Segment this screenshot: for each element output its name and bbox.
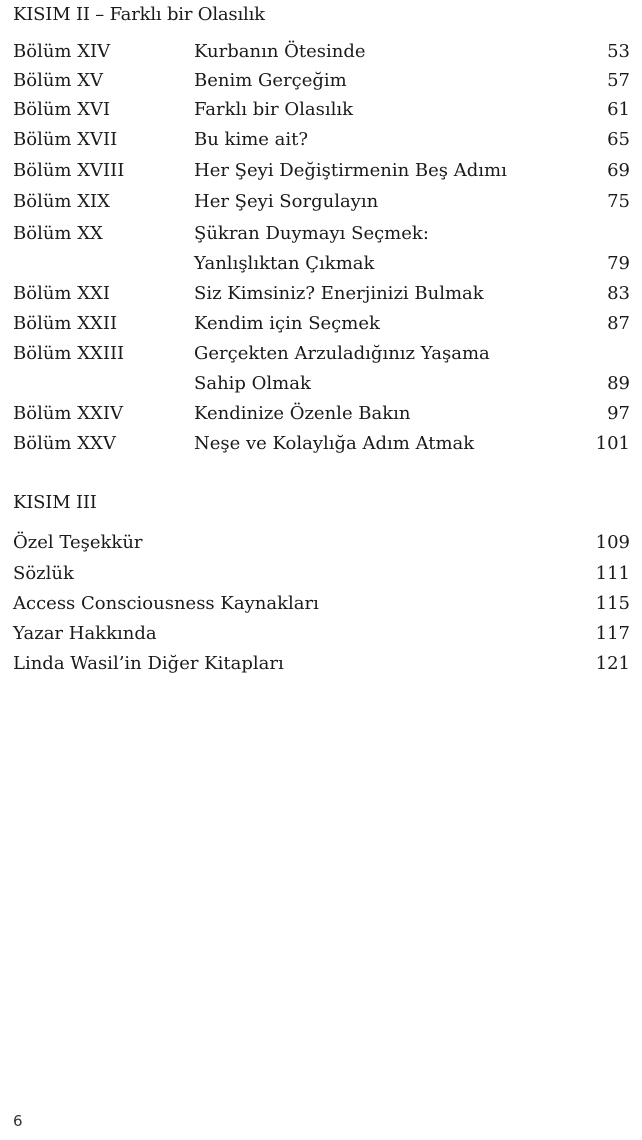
part3-title: KISIM III <box>13 492 97 513</box>
chapter-title: Her Şeyi Sorgulayın <box>194 191 379 212</box>
toc-row <box>13 560 630 588</box>
toc-row <box>13 96 630 124</box>
chapter-page: 75 <box>607 191 630 212</box>
chapter-title: Neşe ve Kolaylığa Adım Atmak <box>194 433 475 454</box>
toc-row <box>13 126 630 154</box>
toc-row <box>13 529 630 557</box>
chapter-title: Kurbanın Ötesinde <box>194 41 366 62</box>
chapter-label: Bölüm XVII <box>13 129 118 150</box>
chapter-title-continuation: Yanlışlıktan Çıkmak <box>194 253 375 274</box>
chapter-label: Bölüm XIX <box>13 191 110 212</box>
chapter-page: 61 <box>607 99 630 120</box>
toc-row <box>13 38 630 66</box>
toc-row <box>13 620 630 648</box>
chapter-label: Bölüm XX <box>13 223 103 244</box>
chapter-title-continuation: Sahip Olmak <box>194 373 311 394</box>
part2-title: KISIM II – Farklı bir Olasılık <box>13 4 265 25</box>
entry-title: Yazar Hakkında <box>13 623 157 644</box>
toc-row <box>13 280 630 308</box>
toc-row-continuation <box>13 370 630 398</box>
toc-row <box>13 188 630 216</box>
toc-row <box>13 340 630 368</box>
chapter-title: Gerçekten Arzuladığınız Yaşama <box>194 343 490 364</box>
toc-row <box>13 310 630 338</box>
toc-row <box>13 157 630 185</box>
chapter-page: 83 <box>607 283 630 304</box>
entry-page: 117 <box>595 623 630 644</box>
chapter-page: 79 <box>607 253 630 274</box>
toc-row-continuation <box>13 250 630 278</box>
chapter-label: Bölüm XXIII <box>13 343 125 364</box>
entry-title: Access Consciousness Kaynakları <box>13 593 319 614</box>
toc-row <box>13 590 630 618</box>
chapter-page: 97 <box>607 403 630 424</box>
chapter-label: Bölüm XXV <box>13 433 116 454</box>
entry-page: 109 <box>595 532 630 553</box>
entry-title: Linda Wasil’in Diğer Kitapları <box>13 653 284 674</box>
chapter-title: Bu kime ait? <box>194 129 309 150</box>
chapter-page: 89 <box>607 373 630 394</box>
entry-page: 115 <box>595 593 630 614</box>
chapter-page: 101 <box>595 433 630 454</box>
entry-page: 111 <box>595 563 630 584</box>
chapter-title: Her Şeyi Değiştirmenin Beş Adımı <box>194 160 507 181</box>
chapter-page: 53 <box>607 41 630 62</box>
chapter-label: Bölüm XXI <box>13 283 110 304</box>
chapter-page: 69 <box>607 160 630 181</box>
toc-row <box>13 220 630 248</box>
chapter-label: Bölüm XXII <box>13 313 118 334</box>
page-number: 6 <box>13 1112 23 1130</box>
chapter-page: 87 <box>607 313 630 334</box>
chapter-title: Farklı bir Olasılık <box>194 99 354 120</box>
toc-row <box>13 430 630 458</box>
chapter-label: Bölüm XVIII <box>13 160 125 181</box>
chapter-title: Benim Gerçeğim <box>194 70 347 91</box>
chapter-title: Siz Kimsiniz? Enerjinizi Bulmak <box>194 283 484 304</box>
chapter-page: 65 <box>607 129 630 150</box>
chapter-title: Kendim için Seçmek <box>194 313 380 334</box>
chapter-label: Bölüm XVI <box>13 99 111 120</box>
chapter-title: Şükran Duymayı Seçmek: <box>194 223 429 244</box>
chapter-label: Bölüm XXIV <box>13 403 123 424</box>
toc-row <box>13 650 630 678</box>
toc-row <box>13 400 630 428</box>
entry-page: 121 <box>595 653 630 674</box>
chapter-title: Kendinize Özenle Bakın <box>194 403 411 424</box>
chapter-label: Bölüm XV <box>13 70 104 91</box>
toc-row <box>13 67 630 95</box>
chapter-page: 57 <box>607 70 630 91</box>
entry-title: Özel Teşekkür <box>13 532 143 553</box>
chapter-label: Bölüm XIV <box>13 41 111 62</box>
entry-title: Sözlük <box>13 563 74 584</box>
